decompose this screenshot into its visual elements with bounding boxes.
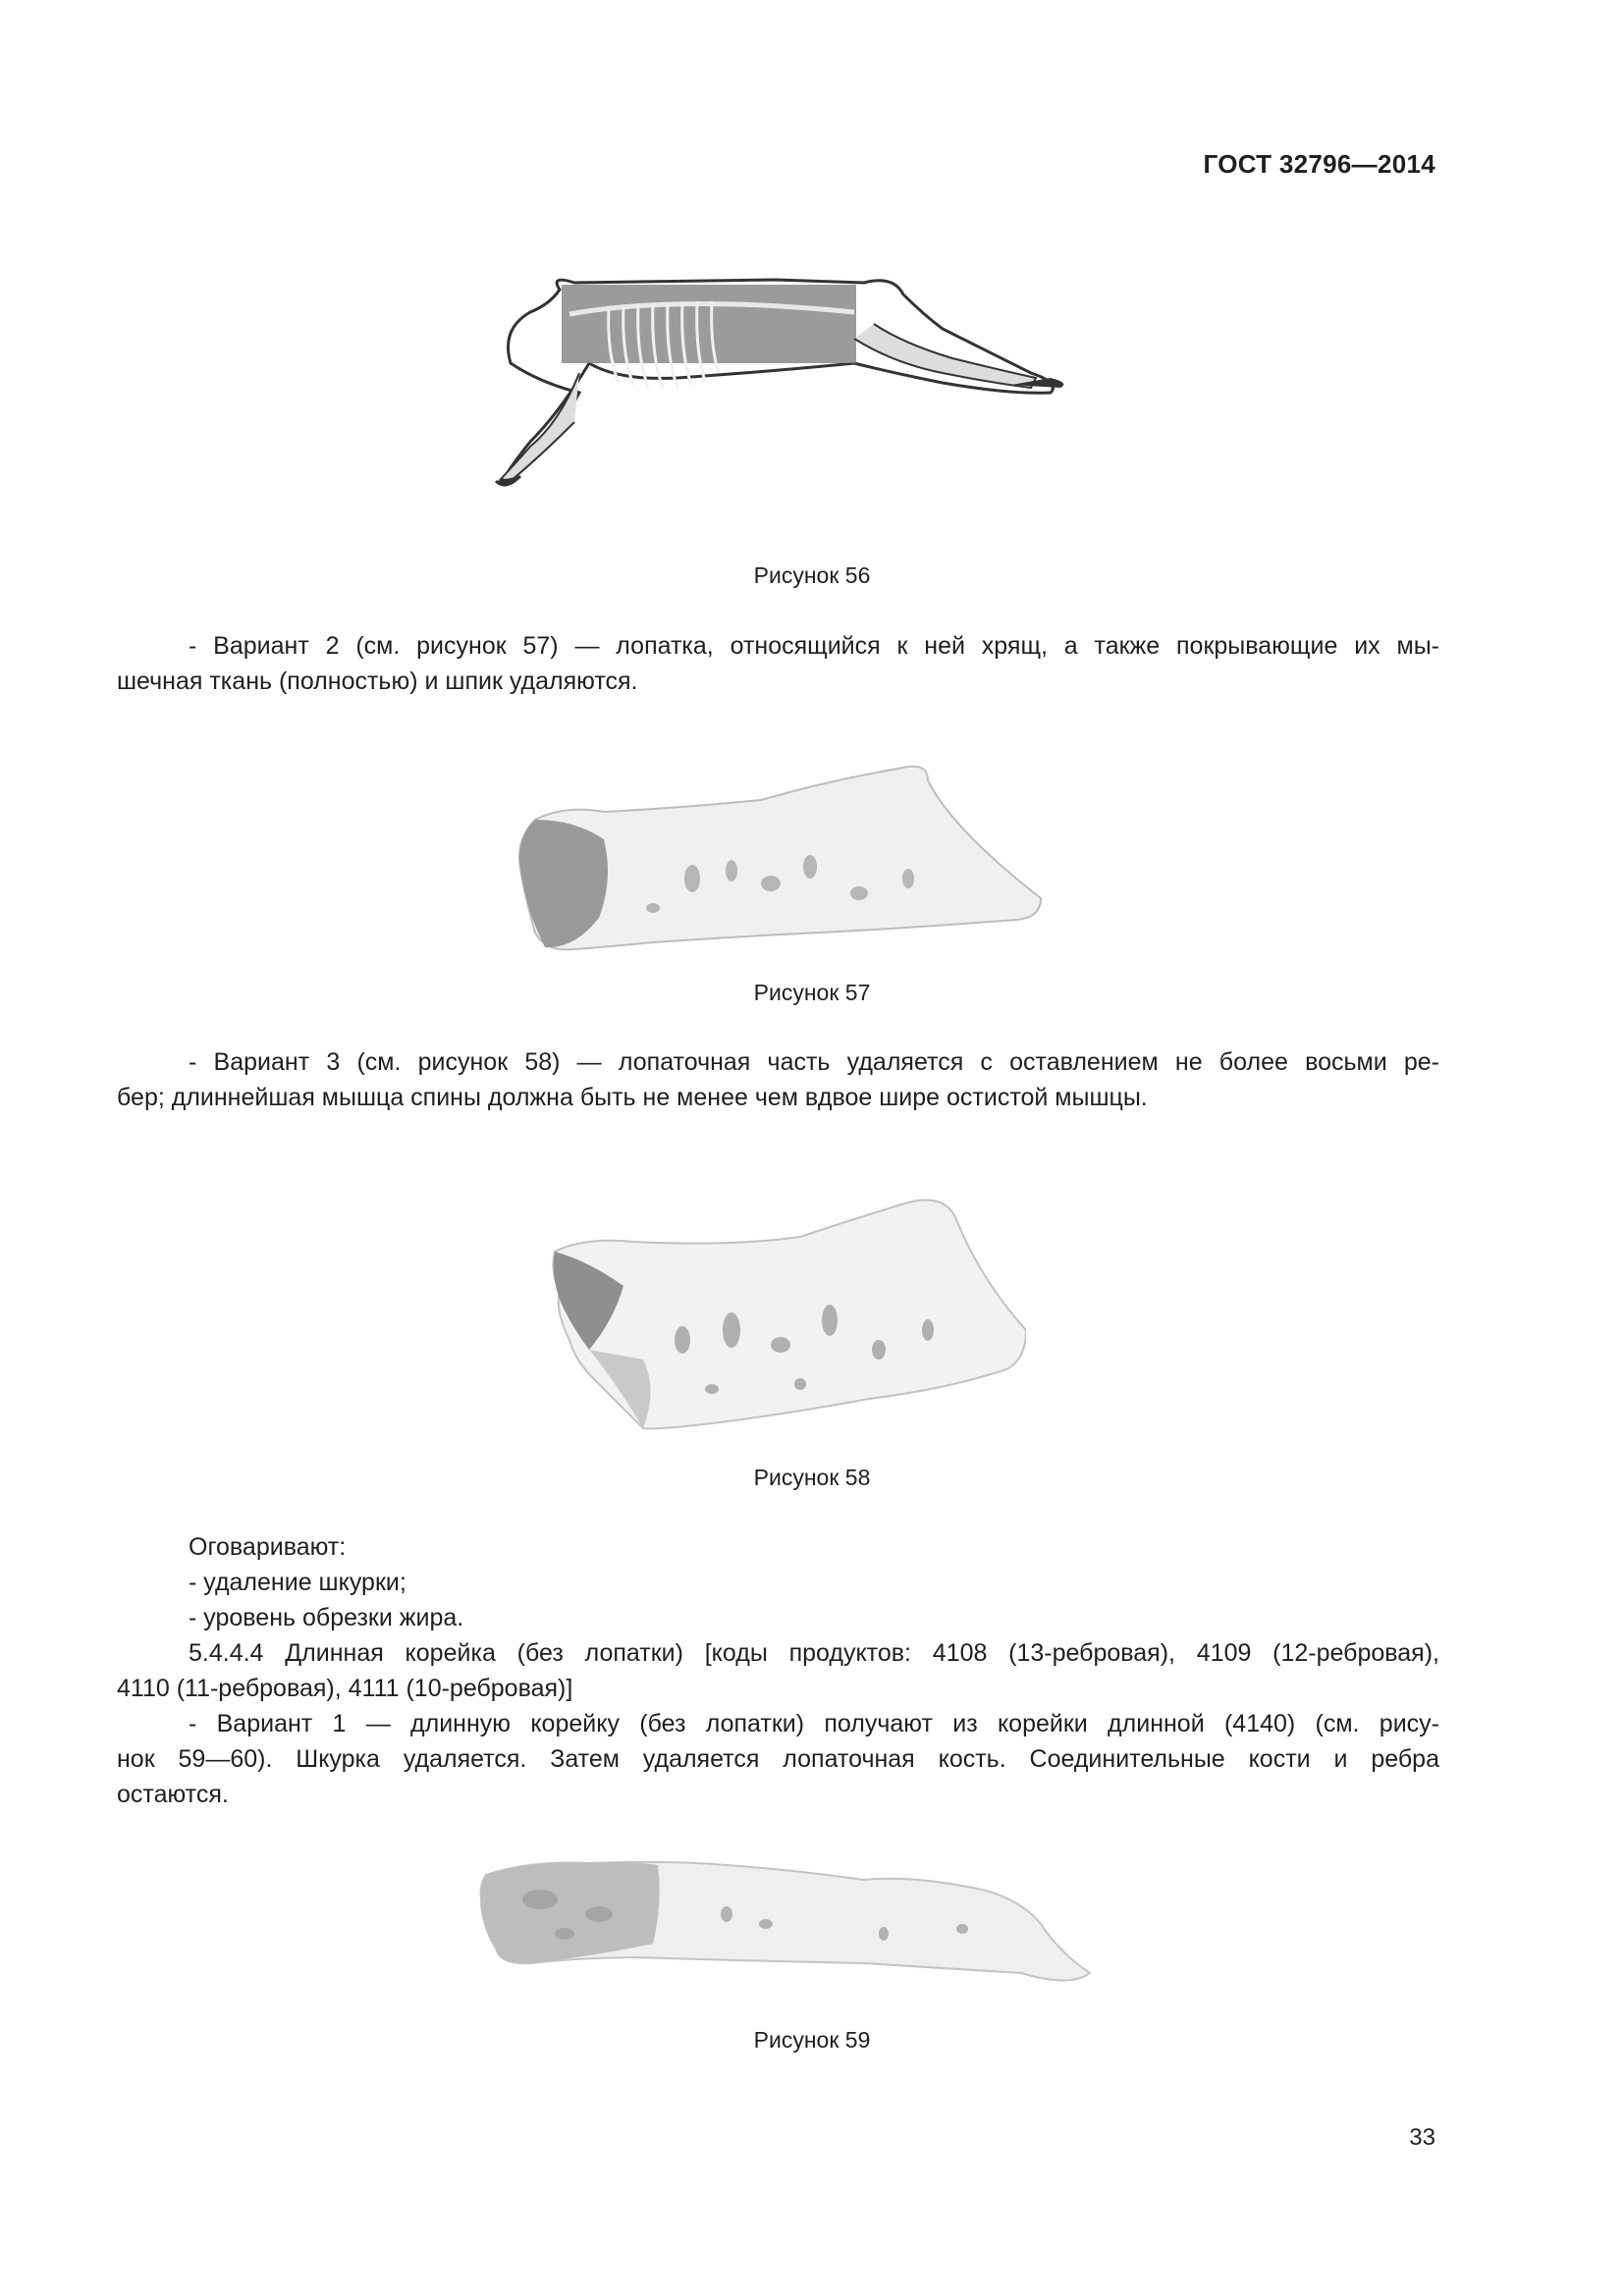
text-line: - Вариант 1 — длинную корейку (без лопатки) получают из корейки длинной (4140) (см. рису- [189,1710,1439,1737]
text-line: остаются. [117,1781,229,1808]
document-header: ГОСТ 32796—2014 [1203,149,1435,179]
list-item: - уровень обрезки жира. [189,1604,464,1631]
figure-56-caption: Рисунок 56 [753,562,871,588]
loin-cut-image [506,761,1056,957]
text-line: нок 59—60). Шкурка удаляется. Затем удаляется лопаточная кость. Соединительные кости и ребра [117,1745,1439,1773]
agreed-title: Оговаривают: [189,1533,347,1561]
agreed-block [117,1529,1439,1812]
paragraph-variant-2 [117,628,1439,699]
figure-57-caption: Рисунок 57 [753,980,871,1005]
text-line: - Вариант 2 (см. рисунок 57) — лопатка, относящийся к ней хрящ, а также покрывающие их мы- [189,632,1439,660]
loin-cut-image [535,1193,1026,1448]
carcass-skeleton-image [481,236,1110,520]
text-line: шечная ткань (полностью) и шпик удаляются. [117,667,638,695]
list-item: - удаление шкурки; [189,1569,406,1596]
long-loin-image [471,1845,1100,2002]
text-line: - Вариант 3 (см. рисунок 58) — лопаточная часть удаляется с оставлением не более восьми ре- [189,1048,1439,1076]
text-line: 4110 (11-ребровая), 4111 (10-ребровая)] [117,1675,573,1702]
text-line: бер; длиннейшая мышца спины должна быть не менее чем вдвое шире остистой мышцы. [117,1084,1148,1111]
figure-58-caption: Рисунок 58 [753,1465,871,1490]
figure-59-caption: Рисунок 59 [753,2027,871,2053]
page-number: 33 [1409,2124,1435,2151]
paragraph-variant-3 [117,1044,1439,1115]
section-heading: 5.4.4.4 Длинная корейка (без лопатки) [коды продуктов: 4108 (13-ребровая), 4109 (12-ребровая), [189,1639,1439,1667]
